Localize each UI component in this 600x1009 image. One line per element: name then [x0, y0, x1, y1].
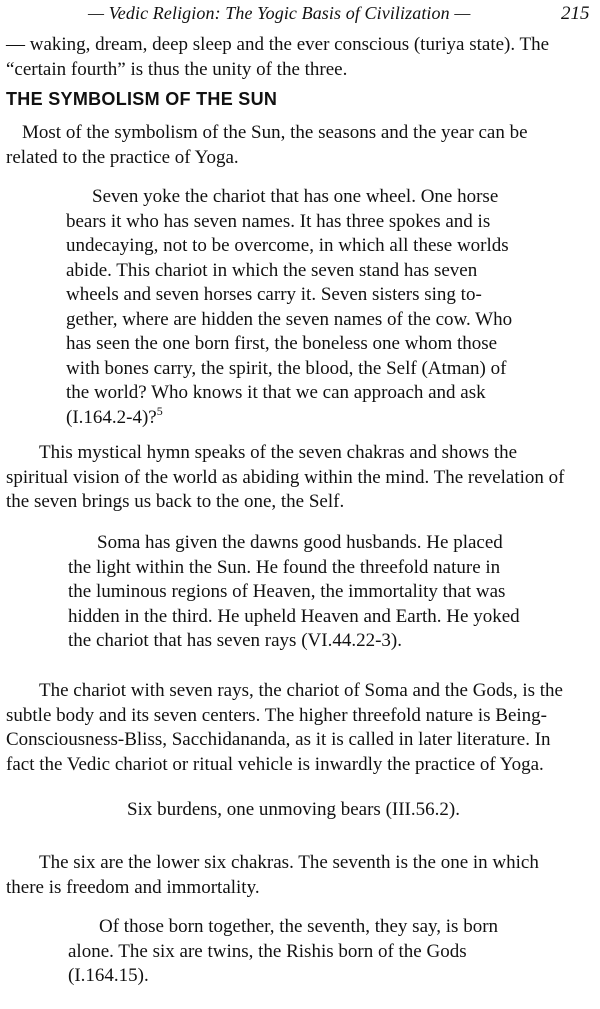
- text-line: “certain fourth” is thus the unity of the three.: [6, 58, 348, 80]
- paragraph-intro: [6, 121, 528, 170]
- text-line: the seven brings us back to the one, the Self.: [6, 491, 345, 512]
- text-line: the world? Who knows it that we can approach and ask: [66, 382, 486, 403]
- citation: (I.164.2-4)?: [66, 406, 157, 428]
- paragraph-mystical-hymn: [6, 441, 564, 515]
- text-line: abide. This chariot in which the seven stand has seven: [66, 259, 478, 281]
- text-line: the chariot that has seven rays (VI.44.22-3).: [68, 630, 402, 651]
- running-title: — Vedic Religion: The Yogic Basis of Civilization —: [88, 3, 471, 23]
- text-line: The chariot with seven rays, the chariot of Soma and the Gods, is the: [39, 680, 563, 701]
- running-header: [0, 3, 600, 27]
- text-line: Most of the symbolism of the Sun, the seasons and the year can be: [22, 122, 528, 143]
- text-line: alone. The six are twins, the Rishis born of the Gods: [68, 940, 467, 962]
- block-quote-soma: [68, 531, 520, 654]
- block-quote-seven-yoke: [66, 185, 512, 430]
- text-line: Soma has given the dawns good husbands. He placed: [97, 532, 503, 553]
- page-number: 215: [561, 3, 590, 24]
- text-line: subtle body and its seven centers. The higher threefold nature is Being-: [6, 704, 547, 726]
- text-line: spiritual vision of the world as abiding within the mind. The revelation of: [6, 466, 565, 488]
- block-quote-born-together: [68, 915, 498, 989]
- text-line: [66, 403, 512, 431]
- text-line: undecaying, not to be overcome, in which all these worlds: [66, 235, 509, 256]
- text-line: This mystical hymn speaks of the seven chakras and shows the: [39, 442, 518, 463]
- paragraph-six-chakras: [6, 851, 539, 900]
- text-line: (I.164.15).: [68, 965, 149, 986]
- text-line: related to the practice of Yoga.: [6, 146, 239, 168]
- text-line: Of those born together, the seventh, they say, is born: [99, 916, 499, 937]
- text-line: the luminous regions of Heaven, the immortality that was: [68, 581, 506, 602]
- text-line: gether, where are hidden the seven names of the cow. Who: [66, 308, 513, 330]
- paragraph-continued: [6, 33, 549, 82]
- text-line: there is freedom and immortality.: [6, 876, 260, 898]
- text-line: — waking, dream, deep sleep and the ever conscious (turiya state). The: [6, 34, 550, 55]
- section-heading: THE SYMBOLISM OF THE SUN: [6, 89, 278, 109]
- text-line: the light within the Sun. He found the threefold nature in: [68, 556, 501, 578]
- text-line: hidden in the third. He upheld Heaven and Earth. He yoked: [68, 605, 520, 627]
- paragraph-chariot: [6, 679, 563, 777]
- text-line: Seven yoke the chariot that has one wheel. One horse: [92, 186, 499, 207]
- text-line: with bones carry, the spirit, the blood, the Self (Atman) of: [66, 357, 507, 379]
- text-line: has seen the one born first, the boneless one whom those: [66, 333, 498, 354]
- text-line: The six are the lower six chakras. The seventh is the one in which: [39, 852, 539, 873]
- block-quote-six-burdens: [127, 798, 460, 823]
- text-line: fact the Vedic chariot or ritual vehicle is inwardly the practice of Yoga.: [6, 753, 544, 775]
- text-line: wheels and seven horses carry it. Seven sisters sing to-: [66, 284, 482, 305]
- text-line: Consciousness-Bliss, Sacchidananda, as it is called in later literature. In: [6, 729, 551, 750]
- footnote-marker: 5: [156, 403, 163, 418]
- text-line: bears it who has seven names. It has three spokes and is: [66, 210, 491, 232]
- text-line: Six burdens, one unmoving bears (III.56.2).: [127, 799, 460, 820]
